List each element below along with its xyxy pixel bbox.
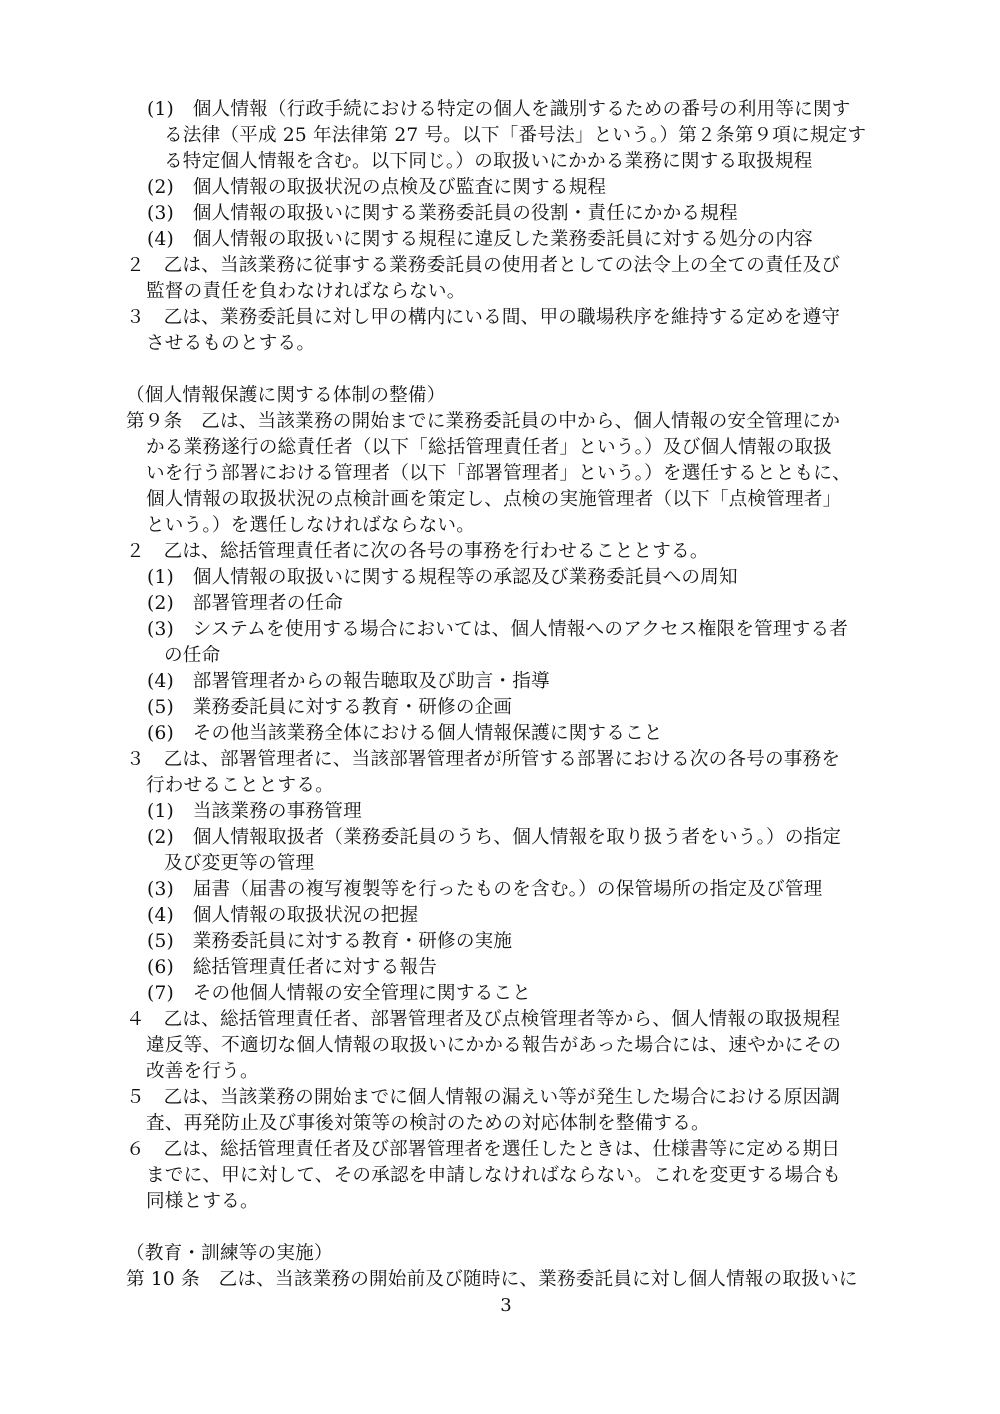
text-line: (1) 個人情報（行政手続における特定の個人を識別するための番号の利用等に関す — [147, 99, 851, 120]
text-line: る法律（平成 25 年法律第 27 号。以下「番号法」という。）第２条第９項に規定す — [164, 125, 867, 146]
text-line: (1) 当該業務の事務管理 — [147, 801, 362, 822]
text-line: ３ 乙は、業務委託員に対し甲の構内にいる間、甲の職場秩序を維持する定めを遵守 — [126, 307, 841, 328]
text-line: の任命 — [164, 645, 221, 666]
text-line: (4) 個人情報の取扱いに関する規程に違反した業務委託員に対する処分の内容 — [147, 229, 813, 250]
text-line: 行わせることとする。 — [146, 775, 334, 796]
text-line: という。）を選任しなければならない。 — [146, 515, 475, 536]
text-line: (2) 個人情報の取扱状況の点検及び監査に関する規程 — [147, 177, 607, 198]
text-line: (3) 個人情報の取扱いに関する業務委託員の役割・責任にかかる規程 — [147, 203, 738, 224]
text-line: 個人情報の取扱状況の点検計画を策定し、点検の実施管理者（以下「点検管理者」 — [146, 489, 842, 510]
text-line: ３ 乙は、部署管理者に、当該部署管理者が所管する部署における次の各号の事務を — [126, 749, 841, 770]
text-line: 同様とする。 — [146, 1191, 259, 1212]
section-heading: （個人情報保護に関する体制の整備） — [126, 385, 446, 406]
text-line: 改善を行う。 — [146, 1061, 259, 1082]
text-line: (2) 個人情報取扱者（業務委託員のうち、個人情報を取り扱う者をいう。）の指定 — [147, 827, 842, 848]
text-line: 違反等、不適切な個人情報の取扱いにかかる報告があった場合には、速やかにその — [146, 1035, 842, 1056]
text-line: (4) 個人情報の取扱状況の把握 — [147, 905, 419, 926]
text-line: (3) 届書（届書の複写複製等を行ったものを含む。）の保管場所の指定及び管理 — [147, 879, 823, 900]
text-line: (6) その他当該業務全体における個人情報保護に関すること — [147, 723, 663, 744]
section-heading: （教育・訓練等の実施） — [126, 1243, 333, 1264]
text-line: かる業務遂行の総責任者（以下「総括管理責任者」という。）及び個人情報の取扱 — [146, 437, 833, 458]
text-line: (7) その他個人情報の安全管理に関すること — [147, 983, 532, 1004]
text-line: までに、甲に対して、その承認を申請しなければならない。これを変更する場合も — [146, 1165, 841, 1186]
text-line: ６ 乙は、総括管理責任者及び部署管理者を選任したときは、仕様書等に定める期日 — [126, 1139, 841, 1160]
text-line: 及び変更等の管理 — [164, 853, 315, 874]
text-line: (3) システムを使用する場合においては、個人情報へのアクセス権限を管理する者 — [147, 619, 849, 640]
text-line: ４ 乙は、総括管理責任者、部署管理者及び点検管理者等から、個人情報の取扱規程 — [126, 1009, 841, 1030]
text-line: ２ 乙は、総括管理責任者に次の各号の事務を行わせることとする。 — [126, 541, 709, 562]
text-line: (6) 総括管理責任者に対する報告 — [147, 957, 438, 978]
text-line: させるものとする。 — [146, 333, 316, 354]
text-line: (2) 部署管理者の任命 — [147, 593, 344, 614]
page-number: 3 — [500, 1295, 512, 1316]
text-line: いを行う部署における管理者（以下「部署管理者」という。）を選任するとともに、 — [146, 463, 851, 484]
text-line: 監督の責任を負わなければならない。 — [146, 281, 466, 302]
text-line: (1) 個人情報の取扱いに関する規程等の承認及び業務委託員への周知 — [147, 567, 738, 588]
text-line: 第 10 条 乙は、当該業務の開始前及び随時に、業務委託員に対し個人情報の取扱いに — [126, 1269, 858, 1290]
text-line: (5) 業務委託員に対する教育・研修の企画 — [147, 697, 513, 718]
text-line: 第９条 乙は、当該業務の開始までに業務委託員の中から、個人情報の安全管理にか — [126, 411, 841, 432]
text-line: ５ 乙は、当該業務の開始までに個人情報の漏えい等が発生した場合における原因調 — [126, 1087, 841, 1108]
text-line: (4) 部署管理者からの報告聴取及び助言・指導 — [147, 671, 550, 692]
text-line: る特定個人情報を含む。以下同じ。）の取扱いにかかる業務に関する取扱規程 — [164, 151, 813, 172]
text-line: ２ 乙は、当該業務に従事する業務委託員の使用者としての法令上の全ての責任及び — [126, 255, 841, 276]
text-line: 査、再発防止及び事後対策等の検討のための対応体制を整備する。 — [146, 1113, 710, 1134]
text-line: (5) 業務委託員に対する教育・研修の実施 — [147, 931, 513, 952]
